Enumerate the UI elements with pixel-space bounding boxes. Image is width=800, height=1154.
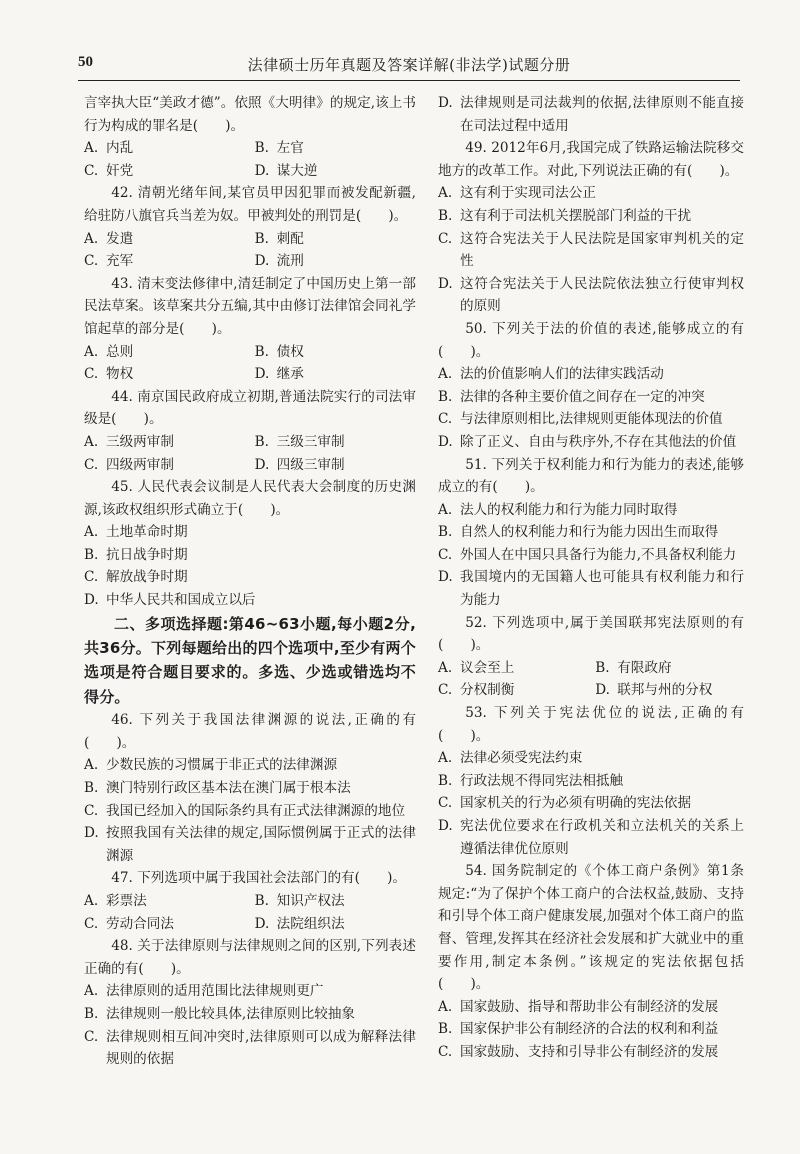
option-text: 奸党 (106, 162, 134, 179)
option (84, 363, 255, 386)
option (84, 980, 416, 1003)
option-text: 法律的各种主要价值之间存在一定的冲突 (460, 388, 705, 405)
option (438, 996, 744, 1019)
option-pair (84, 341, 416, 364)
option-key: D. (254, 456, 270, 473)
option (438, 499, 744, 522)
option-text: 流刑 (276, 253, 304, 270)
option (255, 363, 416, 386)
option-text: 行政法规不得同宪法相抵触 (460, 772, 624, 789)
option (438, 205, 744, 228)
option-key: C. (84, 162, 99, 179)
option-key: B. (254, 343, 269, 360)
option-key: C. (438, 682, 453, 699)
option-text: 中华人民共和国成立以后 (106, 592, 256, 609)
option-text: 彩票法 (106, 893, 147, 910)
section-heading: 二、多项选择题:第46~63小题,每小题2分,共36分。下列每题给出的四个选项中,至少有两个选项是符合题目要求的。多选、少选或错选均不得分。 (84, 614, 416, 706)
option-text: 知识产权法 (276, 893, 345, 910)
option (84, 777, 416, 800)
option-text: 法律原则的适用范围比法律规则更广 (106, 983, 324, 1000)
option-pair (438, 679, 744, 702)
option (438, 1018, 744, 1041)
option-text: 国家保护非公有制经济的合法的权利和利益 (460, 1021, 719, 1038)
option-text: 法人的权利能力和行为能力同时取得 (460, 501, 678, 518)
option (438, 679, 595, 702)
option-key: B. (438, 207, 453, 224)
option-key: D. (84, 825, 99, 842)
option-text: 左官 (276, 140, 304, 157)
option (255, 431, 416, 454)
option (84, 341, 255, 364)
option-text: 按照我国有关法律的规定,国际惯例属于正式的法律渊源 (106, 825, 416, 864)
option-text: 三级三审制 (276, 433, 345, 450)
option-key: C. (438, 546, 453, 563)
option (84, 1003, 416, 1026)
option-text: 解放战争时期 (106, 569, 188, 586)
option-key: B. (254, 140, 269, 157)
option-key: B. (595, 659, 610, 676)
option-text: 发遣 (106, 230, 134, 247)
option-pair (84, 137, 416, 160)
option (84, 754, 416, 777)
option-key: D. (254, 162, 270, 179)
option (595, 657, 744, 680)
option (438, 657, 595, 680)
option (255, 890, 416, 913)
option (84, 431, 255, 454)
question-text: 47. 下列选项中属于我国社会法部门的有( )。 (111, 870, 407, 887)
question-text: 53. 下列关于宪法优位的说法,正确的有( )。 (438, 705, 744, 744)
option-text: 法院组织法 (276, 915, 345, 932)
option-key: C. (84, 802, 99, 819)
option-text: 刺配 (276, 230, 304, 247)
option-text: 与法律原则相比,法律规则更能体现法的价值 (460, 411, 723, 428)
option-key: C. (438, 1043, 453, 1060)
page-number: 50 (78, 54, 93, 70)
option-text: 法律规则相互间冲突时,法律原则可以成为解释法律规则的依据 (106, 1028, 416, 1068)
option-key: D. (254, 253, 270, 270)
option-text: 内乱 (106, 140, 134, 157)
option-text: 劳动合同法 (106, 915, 174, 932)
option-text: 法律规则一般比较具体,法律原则比较抽象 (106, 1006, 356, 1022)
option-pair (84, 363, 416, 386)
option-key: B. (438, 772, 453, 789)
option (438, 182, 744, 205)
option-key: D. (438, 275, 453, 292)
option (84, 454, 255, 477)
option-key: D. (438, 818, 453, 834)
question-text: 言宰执大臣“美政才德”。依照《大明律》的规定,该上书行为构成的罪名是( )。 (84, 95, 416, 134)
option (438, 1041, 744, 1064)
option-key: D. (254, 366, 270, 383)
option-key: B. (438, 524, 453, 541)
option-text: 这有利于司法机关摆脱部门利益的干扰 (460, 207, 692, 224)
option (84, 160, 255, 183)
option (438, 544, 744, 567)
question-text: 49. 2012年6月,我国完成了铁路运输法院移交地方的改革工作。对此,下列说法正确的有( )。 (438, 140, 744, 179)
option-text: 四级三审制 (276, 456, 345, 473)
option-key: C. (438, 795, 453, 812)
option (255, 454, 416, 477)
option-key: A. (84, 983, 99, 1000)
option-key: A. (438, 750, 453, 767)
option-key: D. (438, 95, 453, 111)
option-text: 继承 (276, 366, 304, 383)
option-text: 宪法优位要求在行政机关和立法机关的关系上遵循法律优位原则 (460, 818, 744, 857)
option (84, 544, 416, 567)
option-text: 我国境内的无国籍人也可能具有权利能力和行为能力 (460, 569, 744, 609)
option-text: 这符合宪法关于人民法院依法独立行使审判权的原则 (460, 275, 744, 315)
option-key: C. (84, 569, 99, 586)
question-text: 46. 下列关于我国法律渊源的说法,正确的有( )。 (84, 712, 416, 751)
option-key: D. (438, 433, 453, 450)
option (255, 341, 416, 364)
option (438, 770, 744, 793)
question-text: 50. 下列关于法的价值的表述,能够成立的有( )。 (438, 320, 744, 360)
question-text: 45. 人民代表会议制是人民代表大会制度的历史渊源,该政权组织形式确立于( )。 (84, 479, 416, 518)
option-text: 联邦与州的分权 (617, 682, 713, 699)
option-key: B. (254, 893, 269, 910)
option (595, 679, 744, 702)
right-column (438, 92, 744, 1064)
option (255, 913, 416, 936)
option-key: C. (438, 411, 453, 428)
option-key: B. (438, 388, 453, 405)
option-text: 国家鼓励、支持和引导非公有制经济的发展 (460, 1043, 719, 1060)
option (84, 566, 416, 589)
option (255, 228, 416, 251)
option-key: C. (84, 456, 99, 473)
option (438, 273, 744, 318)
option-key: A. (84, 343, 99, 360)
option-key: B. (254, 230, 269, 247)
running-title: 法律硕士历年真题及答案详解(非法学)试题分册 (247, 56, 571, 74)
option-text: 澳门特别行政区基本法在澳门属于根本法 (106, 780, 351, 797)
option (84, 1026, 416, 1071)
option-text: 土地革命时期 (106, 524, 188, 541)
option-key: C. (84, 915, 99, 932)
option (438, 363, 744, 386)
option-key: A. (438, 366, 453, 383)
option-key: A. (84, 230, 99, 247)
option-text: 这有利于实现司法公正 (460, 185, 596, 202)
option (84, 589, 416, 612)
option-text: 四级两审制 (106, 456, 174, 473)
option-text: 自然人的权利能力和行为能力因出生而取得 (460, 524, 719, 541)
question-text: 52. 下列选项中,属于美国联邦宪法原则的有( )。 (438, 614, 744, 654)
option-pair (84, 228, 416, 251)
option-text: 债权 (276, 343, 304, 360)
question-text: 42. 清朝光绪年间,某官员甲因犯罪而被发配新疆,给驻防八旗官兵当差为奴。甲被判处的刑罚是( )。 (84, 185, 416, 224)
option (438, 792, 744, 815)
option-text: 谋大逆 (276, 162, 318, 179)
option (438, 521, 744, 544)
option (84, 137, 255, 160)
option-key: A. (84, 433, 99, 450)
page-header (78, 50, 740, 81)
option-key: A. (84, 757, 99, 774)
option (438, 228, 744, 273)
option-key: A. (84, 893, 99, 910)
option-key: C. (84, 366, 99, 383)
option-key: D. (254, 915, 270, 932)
option-key: B. (84, 546, 99, 563)
option (255, 160, 416, 183)
question-text: 48. 关于法律原则与法律规则之间的区别,下列表述正确的有( )。 (84, 938, 416, 977)
option-pair (84, 431, 416, 454)
option (84, 913, 255, 936)
option-text: 有限政府 (617, 659, 672, 676)
option-text: 总则 (106, 343, 134, 360)
option (438, 747, 744, 770)
option (438, 431, 744, 454)
option-key: A. (84, 140, 99, 157)
option (84, 800, 416, 823)
option-key: C. (84, 1028, 99, 1045)
option-key: B. (84, 780, 99, 797)
option (84, 228, 255, 251)
option-text: 我国已经加入的国际条约具有正式法律渊源的地位 (106, 802, 406, 819)
question-text: 51. 下列关于权利能力和行为能力的表述,能够成立的有( )。 (438, 456, 744, 496)
option (438, 566, 744, 611)
option (438, 408, 744, 431)
option-key: D. (84, 592, 99, 609)
option (255, 250, 416, 273)
option (84, 250, 255, 273)
option-pair (84, 890, 416, 913)
option-key: A. (438, 998, 453, 1015)
option-text: 国家鼓励、指导和帮助非公有制经济的发展 (460, 998, 719, 1015)
option-text: 分权制衡 (460, 682, 515, 699)
option-pair (84, 160, 416, 183)
option-text: 法律必须受宪法约束 (460, 750, 583, 767)
option-key: C. (84, 253, 99, 270)
option (84, 521, 416, 544)
option (438, 386, 744, 409)
option-text: 国家机关的行为必须有明确的宪法依据 (460, 795, 692, 812)
option-text: 除了正义、自由与秩序外,不存在其他法的价值 (460, 433, 737, 450)
option (255, 137, 416, 160)
option-pair (84, 250, 416, 273)
option (84, 890, 255, 913)
option-pair (438, 657, 744, 680)
option-text: 三级两审制 (106, 433, 174, 450)
option-text: 抗日战争时期 (106, 546, 188, 563)
option-key: A. (84, 524, 99, 541)
option (84, 822, 416, 867)
option-key: A. (438, 659, 453, 676)
option (438, 92, 744, 137)
question-text: 43. 清末变法修律中,清廷制定了中国历史上第一部民法草案。该草案共分五编,其中由修订法律馆会同礼学馆起草的部分是( )。 (84, 275, 416, 337)
option-pair (84, 454, 416, 477)
option-key: B. (254, 433, 269, 450)
option-pair (84, 913, 416, 936)
option-text: 这符合宪法关于人民法院是国家审判机关的定性 (460, 230, 744, 270)
left-column (84, 92, 416, 1071)
option-key: A. (438, 185, 453, 202)
option-text: 法律规则是司法裁判的依据,法律原则不能直接在司法过程中适用 (460, 95, 744, 134)
option-text: 少数民族的习惯属于非正式的法律渊源 (106, 757, 338, 774)
option-key: C. (438, 230, 453, 247)
option-text: 外国人在中国只具备行为能力,不具备权利能力 (460, 546, 737, 563)
option-key: D. (438, 569, 453, 586)
option-key: B. (84, 1006, 99, 1022)
option-text: 法的价值影响人们的法律实践活动 (460, 366, 664, 383)
option-key: D. (595, 682, 610, 699)
question-text: 54. 国务院制定的《个体工商户条例》第1条规定:“为了保护个体工商户的合法权益,鼓励、支持和引导个体工商户健康发展,加强对个体工商户的监督、管理,发挥其在经济社会发展和扩大就业中的重要作用,制定本条例。”该规定的宪法依据包括( )。 (438, 863, 744, 993)
option-key: A. (438, 501, 453, 518)
option-key: B. (438, 1021, 453, 1038)
question-text: 44. 南京国民政府成立初期,普通法院实行的司法审级是( )。 (84, 388, 416, 428)
option-text: 充军 (106, 253, 134, 270)
option-text: 议会至上 (460, 659, 515, 676)
option-text: 物权 (106, 366, 134, 383)
option (438, 815, 744, 860)
